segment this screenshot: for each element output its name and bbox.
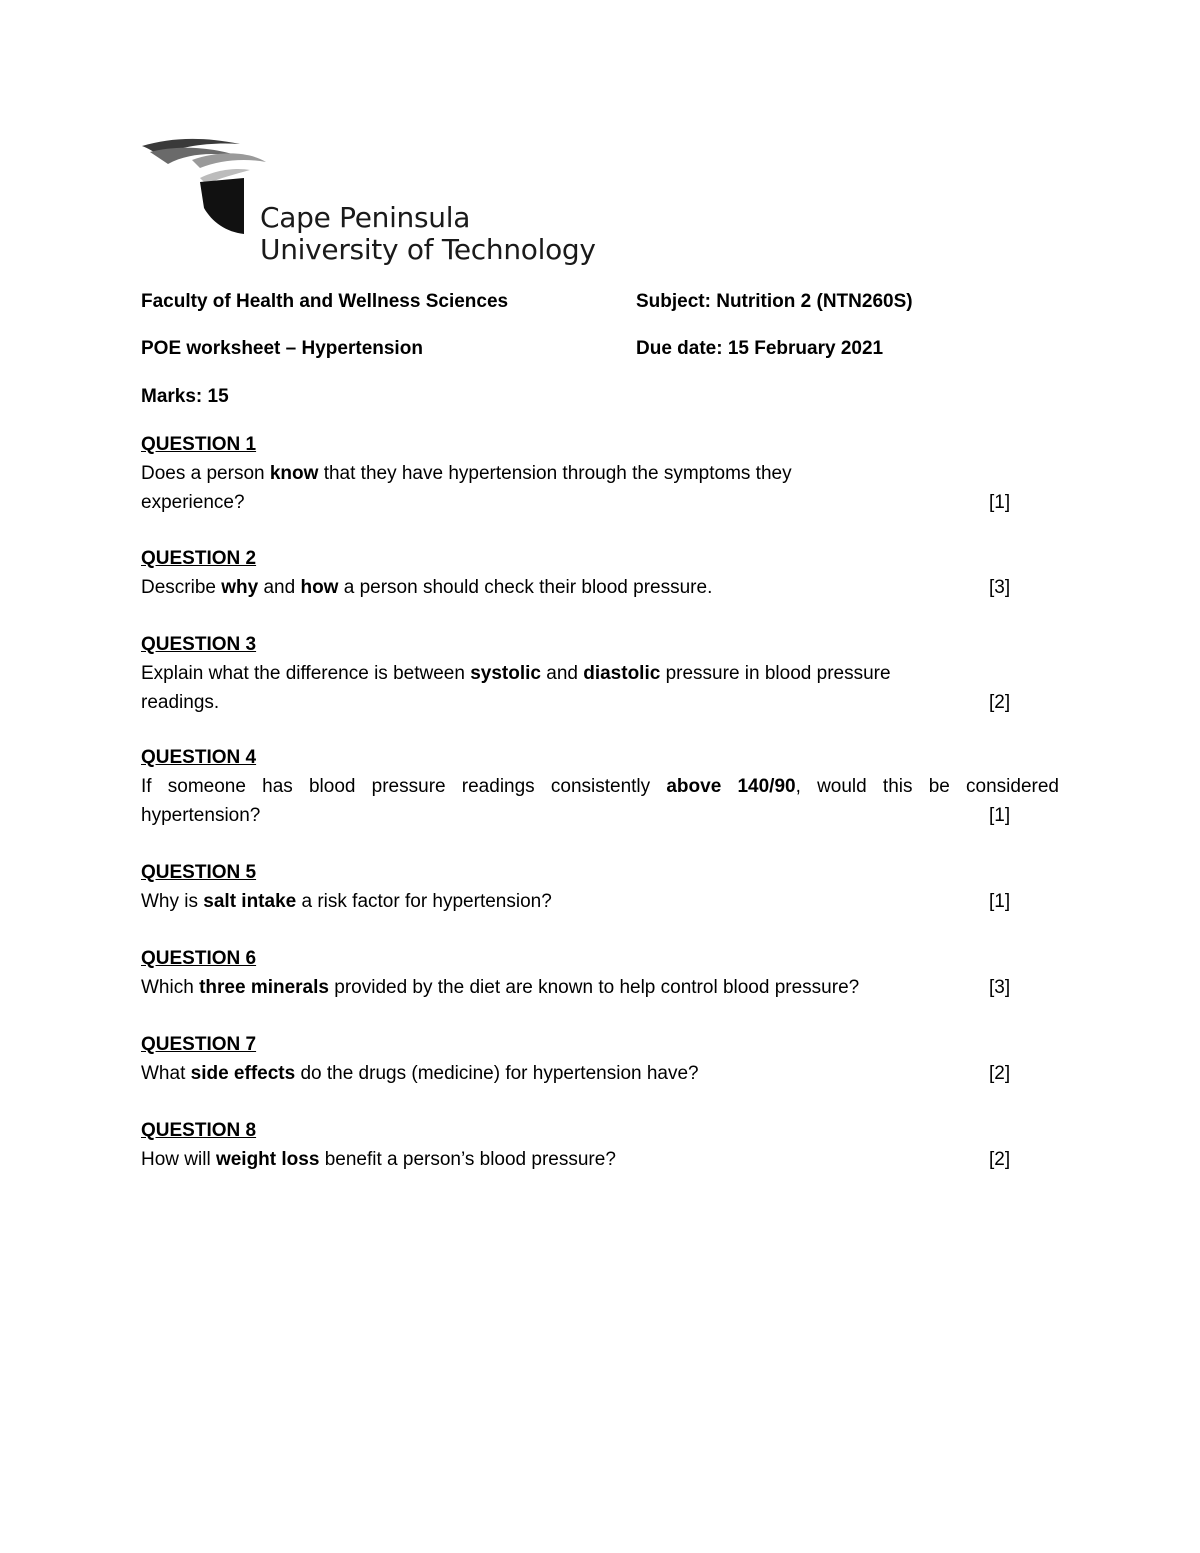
question-text-part: Describe (141, 577, 222, 598)
question-1 (141, 430, 1061, 517)
question-text-part: What (141, 1063, 191, 1084)
question-keyword: weight loss (215, 1149, 320, 1170)
question-text-continued (141, 688, 1061, 717)
question-text-part: Does a person (141, 463, 270, 484)
question-keyword: diastolic (583, 663, 661, 684)
question-text-part: that they have hypertension through the symptoms they (318, 463, 792, 484)
question-heading: QUESTION 4 (141, 747, 257, 768)
question-text (141, 1145, 1061, 1174)
question-keyword: side effects (190, 1063, 296, 1084)
question-text (141, 887, 1061, 916)
question-keyword: salt intake (203, 891, 297, 912)
question-mark-value: [2] (989, 692, 1011, 713)
question-mark-value: [2] (989, 1063, 1011, 1084)
due-date-label: Due date: 15 February 2021 (636, 338, 884, 359)
question-mark-value: [3] (989, 977, 1011, 998)
question-mark-value: [1] (989, 891, 1011, 912)
question-2 (141, 544, 1061, 602)
question-text-part: provided by the diet are known to help control blood pressure? (328, 977, 860, 998)
question-keyword: why (221, 577, 259, 598)
question-mark-value: [2] (989, 1149, 1011, 1170)
question-heading: QUESTION 5 (141, 862, 257, 883)
question-text-part: experience? (141, 492, 245, 513)
marks-label: Marks: 15 (141, 386, 229, 407)
question-keyword: know (269, 463, 319, 484)
subject-label: Subject: Nutrition 2 (NTN260S) (636, 291, 913, 312)
question-text (141, 573, 1061, 602)
question-5 (141, 858, 1061, 916)
question-6 (141, 944, 1061, 1002)
question-3 (141, 630, 1061, 717)
question-text (141, 659, 1061, 688)
question-text-part: hypertension? (141, 805, 261, 826)
question-mark-value: [1] (989, 805, 1011, 826)
question-7 (141, 1030, 1061, 1088)
question-text-part: a risk factor for hypertension? (296, 891, 552, 912)
question-mark-value: [3] (989, 577, 1011, 598)
question-text-part: do the drugs (medicine) for hypertension have? (295, 1063, 699, 1084)
question-text-part: readings. (141, 692, 220, 713)
question-text-part: and (258, 577, 301, 598)
logo-text-line-1: Cape Peninsula (260, 201, 471, 234)
question-text-part: Explain what the difference is between (141, 663, 471, 684)
question-text-continued (141, 801, 1061, 830)
question-mark-value: [1] (989, 492, 1011, 513)
question-text (141, 1059, 1061, 1088)
question-text-part: a person should check their blood pressure. (338, 577, 713, 598)
worksheet-title: POE worksheet – Hypertension (141, 338, 423, 359)
question-text-part: Why is (141, 891, 204, 912)
question-text (141, 459, 1061, 488)
question-keyword: how (300, 577, 339, 598)
question-8 (141, 1116, 1061, 1174)
question-heading: QUESTION 6 (141, 948, 257, 969)
question-text-continued (141, 488, 1061, 517)
university-emblem-icon (140, 138, 270, 238)
faculty-label: Faculty of Health and Wellness Sciences (141, 291, 509, 312)
question-text (141, 772, 1059, 801)
question-keyword: systolic (470, 663, 541, 684)
question-keyword: above 140/90 (666, 776, 796, 797)
question-text-part: How will (141, 1149, 216, 1170)
question-text-part: If someone has blood pressure readings consistently (141, 776, 667, 797)
university-logo (140, 138, 610, 273)
question-heading: QUESTION 7 (141, 1034, 257, 1055)
question-text-part: and (540, 663, 584, 684)
question-text-part: Which (141, 977, 200, 998)
question-text (141, 973, 1061, 1002)
question-keyword: three minerals (199, 977, 329, 998)
question-text-part: pressure in blood pressure (660, 663, 891, 684)
question-text-part: , would this be considered (795, 776, 1059, 797)
question-heading: QUESTION 2 (141, 548, 257, 569)
question-text-part: benefit a person’s blood pressure? (319, 1149, 616, 1170)
question-heading: QUESTION 1 (141, 434, 257, 455)
question-4 (141, 743, 1061, 830)
logo-text-line-2: University of Technology (260, 233, 596, 266)
question-heading: QUESTION 3 (141, 634, 257, 655)
question-heading: QUESTION 8 (141, 1120, 257, 1141)
